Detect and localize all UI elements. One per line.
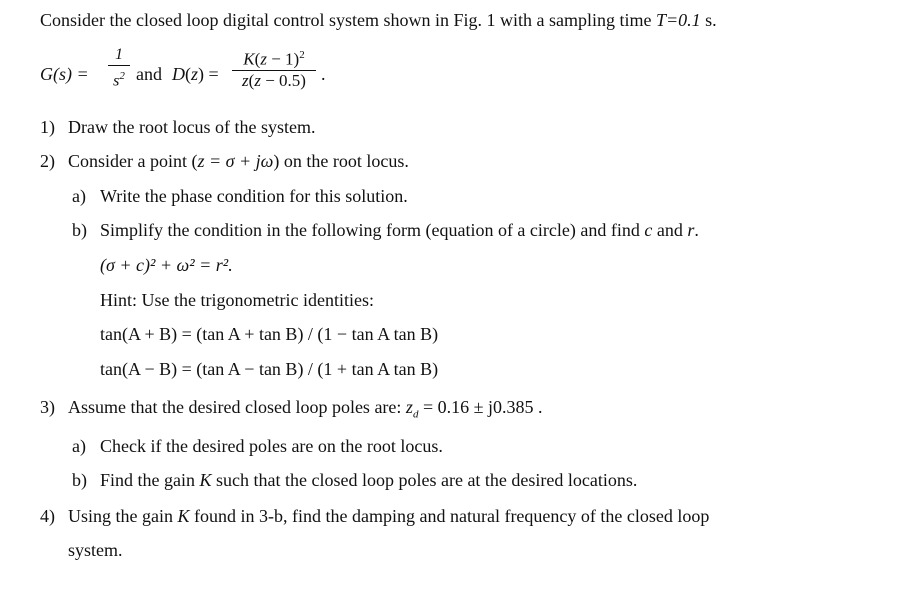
q2b-c-var: c: [644, 220, 653, 240]
q3-number: 3): [40, 397, 55, 417]
g-denominator: [108, 66, 130, 91]
q2-point: z = σ + jω: [197, 151, 274, 171]
q2-number: 2): [40, 151, 55, 171]
q2a-label: a): [72, 186, 86, 206]
q3b-label: b): [72, 470, 87, 490]
question-2b: [72, 220, 699, 241]
question-1: [40, 117, 315, 138]
q3b-k-var: K: [199, 470, 212, 490]
zd-value: = 0.16 ± j0.385 .: [418, 397, 543, 417]
q3b-text-before: Find the gain: [100, 470, 200, 490]
q4-text-before: Using the gain: [68, 506, 178, 526]
d-denominator: z(z − 0.5): [242, 70, 306, 90]
zd-base: z: [405, 397, 413, 417]
g-numerator: 1: [115, 46, 123, 63]
sampling-unit: s.: [700, 10, 717, 30]
g-lhs: G(s) =: [40, 64, 89, 84]
d-numerator: $K(z - 1)^2$: [243, 49, 305, 69]
g-fraction: [108, 45, 130, 91]
question-4: [40, 506, 709, 527]
hint-text: Hint: Use the trigonometric identities:: [100, 290, 374, 310]
q2-text-before: Consider a point (: [68, 151, 198, 171]
d-fraction: [232, 45, 316, 91]
g-den-exp: 2: [119, 70, 125, 82]
intro-line: [40, 10, 717, 31]
q4-k-var: K: [177, 506, 190, 526]
q4-text-after: found in 3-b, find the damping and natural frequency of the closed loop: [189, 506, 710, 526]
q2b-r-var: r: [687, 220, 695, 240]
identity-2: tan(A − B) = (tan A − tan B) / (1 + tan A tan B): [100, 359, 439, 379]
q3b-text-after: such that the closed loop poles are at the desired locations.: [211, 470, 638, 490]
q3-text: Assume that the desired closed loop poles are:: [68, 397, 406, 417]
q4-number: 4): [40, 506, 55, 526]
transfer-trailing: .: [321, 64, 326, 84]
q2b-end: .: [694, 220, 699, 240]
q2a-text: Write the phase condition for this solution.: [100, 186, 408, 206]
q2b-text-before: Simplify the condition in the following form (equation of a circle) and find: [100, 220, 645, 240]
question-3a: [72, 436, 443, 457]
intro-text: Consider the closed loop digital control system shown in Fig. 1 with a sampling time: [40, 10, 656, 30]
question-2: [40, 151, 409, 172]
q2-text-after: ) on the root locus.: [273, 151, 409, 171]
sampling-time: T=0.1: [655, 10, 701, 30]
q3a-text: Check if the desired poles are on the root locus.: [100, 436, 443, 456]
circle-equation: (σ + c)² + ω² = r².: [100, 255, 233, 275]
d-num-exp: 2: [299, 49, 305, 61]
g-den-base: s: [113, 72, 120, 90]
q2b-and: and: [652, 220, 688, 240]
zd-sub: d: [412, 408, 419, 421]
question-2a: [72, 186, 408, 207]
and-text: and: [136, 64, 162, 84]
q3a-label: a): [72, 436, 86, 456]
identity-1: tan(A + B) = (tan A + tan B) / (1 − tan A tan B): [100, 324, 439, 344]
question-3b: [72, 470, 637, 491]
question-3: [40, 397, 542, 421]
question-4-line2: system.: [68, 540, 123, 560]
q1-number: 1): [40, 117, 55, 137]
q2b-label: b): [72, 220, 87, 240]
q1-text: Draw the root locus of the system.: [68, 117, 316, 137]
d-lhs: D(z) =: [172, 64, 219, 84]
